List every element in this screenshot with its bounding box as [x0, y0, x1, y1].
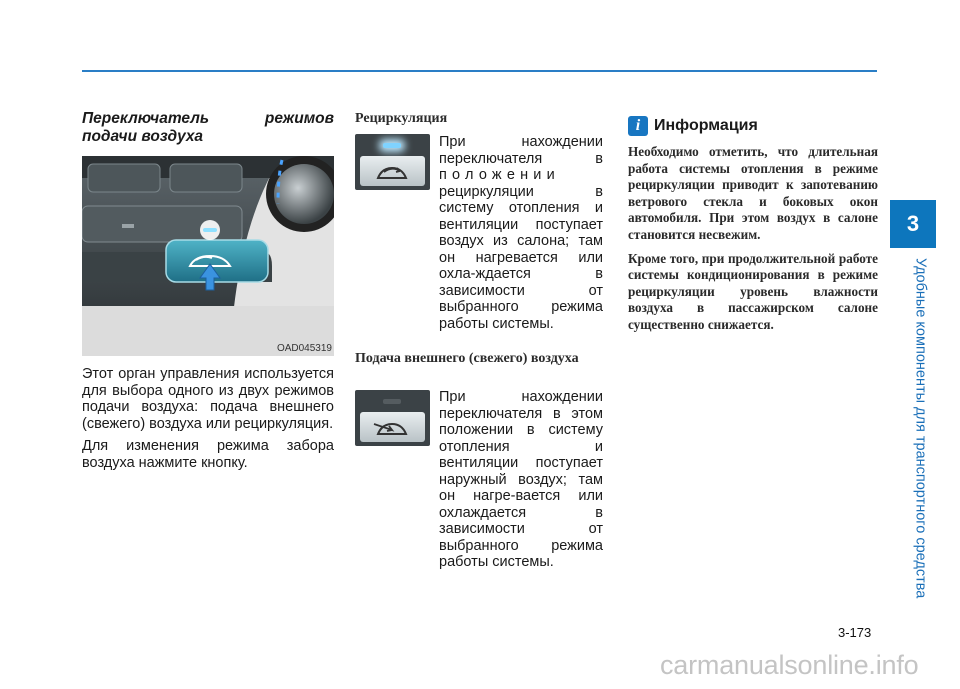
section-title: Переключатель режимов подачи воздуха: [82, 110, 334, 145]
watermark: carmanualsonline.info: [660, 650, 919, 680]
recirculation-line: работы системы.: [439, 315, 554, 332]
fresh-air-heading: Подача внешнего (свежего) воздуха: [355, 351, 579, 366]
recirculation-button-image: [355, 134, 430, 190]
intro-paragraph-2: Для изменения режима забора воздуха нажмите кнопку.: [82, 438, 334, 471]
recirculation-line: При нахождении: [439, 134, 603, 150]
fresh-air-text: [439, 389, 603, 571]
fresh-air-line: наружный воздух; там: [439, 471, 603, 488]
recirculation-line: положении: [439, 167, 560, 183]
recirculation-line: охла-ждается в: [439, 266, 603, 282]
header-rule: [82, 70, 877, 72]
recirculation-line: систему отопления и: [439, 200, 603, 216]
fresh-air-line: При нахождении: [439, 389, 603, 405]
control-panel-illustration: [82, 156, 334, 356]
recirculation-line: зависимости от: [439, 282, 603, 299]
button-face: [360, 412, 425, 442]
recirculation-text: [439, 134, 603, 332]
fresh-air-line: положении в систему: [439, 422, 603, 438]
recirculation-heading: Рециркуляция: [355, 111, 448, 126]
recirculation-icon: [360, 156, 425, 186]
indicator-led: [383, 399, 401, 404]
recirculation-line: рециркуляции в: [439, 183, 603, 200]
chapter-title: Удобные компоненты для транспортного средства: [912, 258, 929, 599]
fresh-air-icon: [360, 412, 425, 442]
chapter-tab: [890, 200, 936, 248]
fresh-air-button-image: [355, 390, 430, 446]
info-body: [628, 144, 878, 341]
recirculation-line: переключателя в: [439, 150, 603, 167]
intro-text: [82, 366, 334, 477]
info-paragraph-1: Необходимо отметить, что длительная работа системы отопления в режиме рециркуляции приводит к запотеванию ветрового стекла и боковых окон автомобиля. При этом воздух в салоне становится несвежим.: [628, 144, 878, 242]
info-header: [628, 116, 758, 136]
button-face: [360, 156, 425, 186]
control-panel-photo: [82, 156, 334, 356]
recirculation-line: он нагревается или: [439, 249, 603, 266]
fresh-air-line: вентиляции поступает: [439, 455, 603, 471]
fresh-air-line: выбранного режима: [439, 537, 603, 554]
recirculation-line: выбранного режима: [439, 299, 603, 315]
fresh-air-line: охлаждается в: [439, 504, 603, 521]
figure-code: OAD045319: [276, 343, 332, 354]
fresh-air-line: зависимости от: [439, 521, 603, 537]
chapter-number: 3: [906, 211, 920, 236]
indicator-led: [383, 143, 401, 148]
info-paragraph-2: Кроме того, при продолжительной работе системы кондиционирования в режиме рециркуляции уровень влажности воздуха в пассажирском салоне существенно снижается.: [628, 250, 878, 332]
page-number: 3-173: [838, 625, 872, 640]
recirculation-line: вентиляции поступает: [439, 216, 603, 233]
recirculation-line: воздух из салона; там: [439, 233, 603, 249]
info-icon: i: [628, 116, 648, 136]
fresh-air-line: работы системы.: [439, 554, 554, 570]
fresh-air-line: он нагре-вается или: [439, 488, 603, 504]
info-title: Информация: [654, 117, 758, 134]
fresh-air-line: переключателя в этом: [439, 405, 603, 422]
intro-paragraph-1: Этот орган управления используется для выбора одного из двух режимов подачи воздуха: подача внешнего (свежего) воздуха или рециркуляция.: [82, 366, 334, 432]
fresh-air-line: отопления и: [439, 438, 603, 455]
